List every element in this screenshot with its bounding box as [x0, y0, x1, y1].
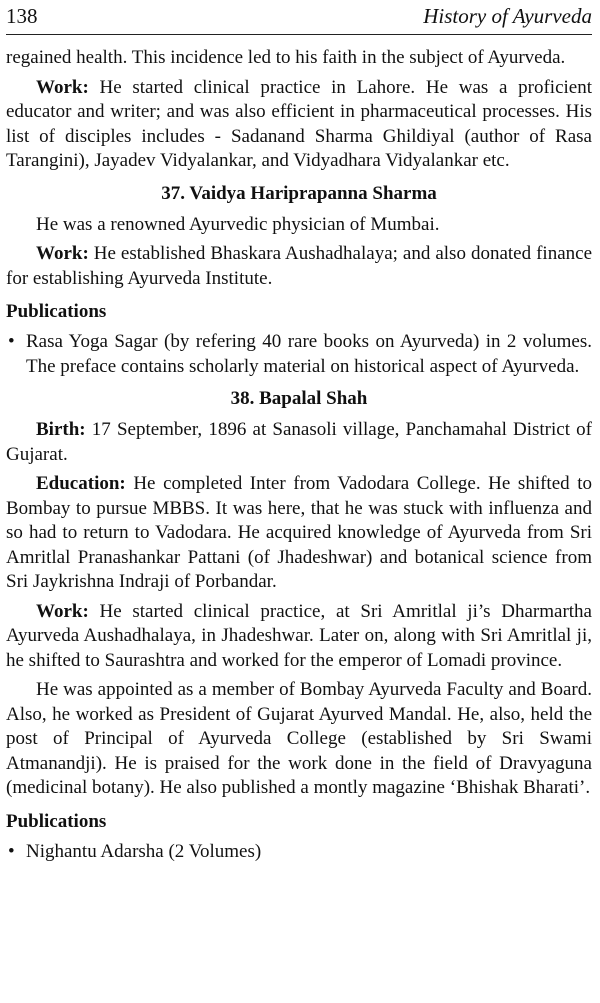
list-item — [6, 840, 592, 865]
bullet-icon: • — [8, 840, 15, 862]
running-title: History of Ayurveda — [423, 4, 592, 28]
publication-text: Nighantu Adarsha (2 Volumes) — [26, 840, 262, 862]
section38-work-paragraph — [6, 600, 592, 674]
birth-text: 17 September, 1896 at Sanasoli village, Panchamahal District of Gujarat. — [6, 419, 592, 465]
page-body — [6, 46, 592, 870]
work-text: He established Bhaskara Aushadhalaya; and also donated finance for establishing Ayurveda Institute. — [6, 243, 592, 289]
work-text: He started clinical practice, at Sri Amritlal ji’s Dharmartha Ayurveda Aushadhalaya, in Jhadeshwar. Later on, along with Sri Amritlal ji, he shifted to Saurashtra and worked for the emperor of Lomadi province. — [6, 600, 592, 671]
education-paragraph — [6, 472, 592, 595]
section-heading-37: 37. Vaidya Hariprapanna Sharma — [161, 182, 437, 204]
list-item — [6, 330, 592, 379]
intro-text: regained health. This incidence led to his faith in the subject of Ayurveda. — [6, 47, 566, 68]
page-number: 138 — [6, 4, 38, 28]
bullet-icon: • — [8, 331, 15, 352]
intro-paragraph — [6, 46, 592, 71]
section37-work-paragraph — [6, 242, 592, 291]
appointment-paragraph: He was appointed as a member of Bombay Ayurveda Faculty and Board. Also, he worked as President of Gujarat Ayurved Mandal. He, also, held the post of Principal of Ayurveda College (established by Sri Swami Atmanandji). He is praised for the work done in the field of Dravyaguna (medicinal botany). He also published a montly magazine ‘Bhishak Bharati’. — [6, 679, 592, 798]
intro-work-paragraph — [6, 76, 592, 174]
education-label: Education: — [36, 473, 126, 494]
section-heading-38: 38. Bapalal Shah — [230, 388, 368, 409]
publications-heading: Publications — [6, 810, 107, 832]
section37-intro: He was a renowned Ayurvedic physician of Mumbai. — [36, 213, 440, 235]
publications-list — [6, 330, 592, 379]
birth-paragraph — [6, 418, 592, 467]
work-label: Work: — [36, 76, 89, 98]
work-label: Work: — [36, 600, 89, 622]
work-text: He started clinical practice in Lahore. He was a proficient educator and writer; and was also efficient in pharmaceutical processes. His list of disciples includes - Sadanand Sharma Ghildiyal (author of Rasa Tarangini), Jayadev Vidyalankar, and Vidyadhara Vidyalankar etc. — [6, 76, 592, 171]
publication-text: Rasa Yoga Sagar (by refering 40 rare books on Ayurveda) in 2 volumes. The preface contains scholarly material on historical aspect of Ayurveda. — [26, 331, 592, 377]
page-header — [6, 4, 592, 35]
publications-list — [6, 840, 592, 865]
birth-label: Birth: — [36, 419, 86, 440]
publications-heading: Publications — [6, 301, 107, 322]
work-label: Work: — [36, 243, 89, 264]
education-text: He completed Inter from Vadodara College. He shifted to Bombay to pursue MBBS. It was here, that he was stuck with influenza and so had to return to Vadodara. He acquired knowledge of Ayurveda from Sri Amritlal Pranashankar Pattani (of Jhadeshwar) and botanical science from Sri Jaykrishna Indraji of Porbandar. — [6, 473, 592, 592]
